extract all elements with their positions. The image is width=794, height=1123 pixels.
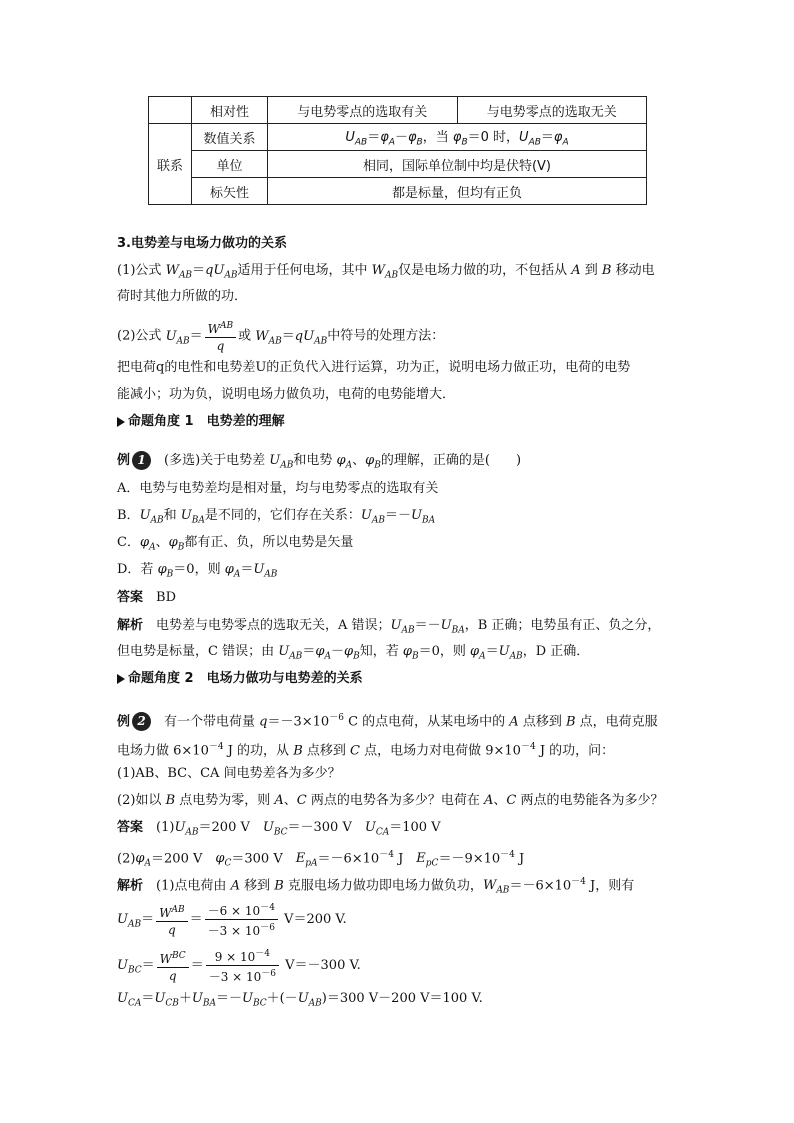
scalar-value: 都是标量，但均有正负 [268,178,647,205]
group-label-relation: 联系 [149,124,192,205]
example-2-answer-line-1: 答案 $(1)U_{AB}=200$ V $U_{BC}=-300$ V $U_{CA}=100$ V [117,820,441,838]
option-a: A．电势与电势差均是相对量，均与电势零点的选取有关 [117,481,439,496]
table-row [149,97,647,124]
numeric-relation-formula: $U_{AB}=\varphi_A-\varphi_B$，当 $\varphi_B=0$ 时，$U_{AB}=\varphi_A$ [268,124,647,151]
unit-value: 相同，国际单位制中均是伏特(V) [268,151,647,178]
uca-calculation: $U_{CA}=U_{CB}+U_{BA}=-U_{BC}+(-U_{AB})=300$ V－200 V＝100 V. [117,991,483,1009]
example-number-badge: 1 [132,451,151,470]
example-number-badge: 2 [132,712,151,731]
uab-calculation: $U_{AB}=$ $\frac{W^{AB}}{q}$ ＝ $\frac{-6 \times 10^{-4}}{-3 \times 10^{-6}}$ V＝200 V. [117,900,347,939]
table-row [149,151,647,178]
row-label-scalar: 标矢性 [192,178,268,205]
example-1-analysis-line-2: 但电势是标量，C 错误；由 $U_{AB}=\varphi_A-\varphi_B$知，若 $\varphi_B=0$，则 $\varphi_A=U_{AB}$，D 正确． [117,644,590,662]
table-row [149,124,647,151]
example-1-answer: 答案 BD [117,590,177,605]
proposition-angle-1-title: 命题角度 1 电势差的理解 [117,412,285,432]
comparison-table [148,96,647,205]
option-c: C．$\varphi_A$、$\varphi_B$都有正、负，所以电势是矢量 [117,535,354,553]
paragraph-1-line-2: 荷时其他力所做的功． [117,289,248,304]
example-2-answer-line-2: $(2)\varphi_A=200$ V $\varphi_C=300$ V $E_{pA}=-6\times 10^{-4}$ J $E_{pC}=-9\times 10^{-4}$ J [117,850,525,869]
row-label-relativity: 相对性 [192,97,268,124]
table-cell-empty [149,97,192,124]
ubc-calculation: $U_{BC}=$ $\frac{W^{BC}}{q}$ ＝ $\frac{9 \times 10^{-4}}{-3 \times 10^{-6}}$ V＝－300 V. [117,946,361,985]
table-cell-potential: 与电势零点的选取有关 [268,97,458,124]
example-1-analysis-line-1: 解析 电势差与电势零点的选取无关，A 错误；$U_{AB}=-U_{BA}$，B 正确；电势虽有正、负之分， [117,618,661,636]
paragraph-3-line-2: 能减小；功为负，说明电场力做负功，电荷的电势能增大． [117,387,456,402]
paragraph-3-line-1: 把电荷q的电性和电势差U的正负代入进行运算，功为正，说明电场力做正功，电荷的电势 [117,360,631,375]
paragraph-2-formula-line: (2)公式 $U_{AB}=$ $\frac{W^{AB}}{q}$ 或 $W_{AB}=qU_{AB}$中符号的处理方法： [117,318,444,354]
example-2-question-2: (2)如以 B 点电势为零，则 A、C 两点的电势各为多少？电荷在 A、C 两点的电势能各为多少？ [117,793,664,808]
table-row [149,178,647,205]
example-2-question-1: (1)AB、BC、CA 间电势差各为多少？ [117,766,341,781]
play-triangle-icon [117,417,125,427]
row-label-numeric: 数值关系 [192,124,268,151]
proposition-angle-2-title: 命题角度 2 电场力做功与电势差的关系 [117,669,363,689]
example-1-stem: 例 1 (多选)关于电势差 $U_{AB}$和电势 $\varphi_A$、$\varphi_B$的理解，正确的是( ) [117,453,522,471]
option-b: B．$U_{AB}$和 $U_{BA}$是不同的，它们存在关系：$U_{AB}=-U_{BA}$ [117,508,436,526]
row-label-unit: 单位 [192,151,268,178]
example-2-stem-line-2: 电场力做 $6\times 10^{-4}$ J 的功，从 B 点移到 C 点，电场力对电荷做 $9\times 10^{-4}$ J 的功，问： [117,742,615,759]
play-triangle-icon [117,674,125,684]
option-d: D．若 $\varphi_B=0$，则 $\varphi_A=U_{AB}$ [117,562,278,580]
paragraph-1-line-1: (1)公式 $W_{AB}=qU_{AB}$适用于任何电场，其中 $W_{AB}$仅是电场力做的功，不包括从 A 到 B 移动电 [117,263,655,281]
table-cell-potential-difference: 与电势零点的选取无关 [457,97,647,124]
example-2-stem-line-1: 例 2 有一个带电荷量 $q=-3\times 10^{-6}$ C 的点电荷，从某电场中的 A 点移到 B 点，电荷克服 [117,713,658,730]
example-2-analysis-line-1: 解析 (1)点电荷由 A 移到 B 克服电场力做功即电场力做负功，$W_{AB}=-6\times 10^{-4}$ J，则有 [117,877,635,896]
section-heading: 3.电势差与电场力做功的关系 [117,236,287,251]
